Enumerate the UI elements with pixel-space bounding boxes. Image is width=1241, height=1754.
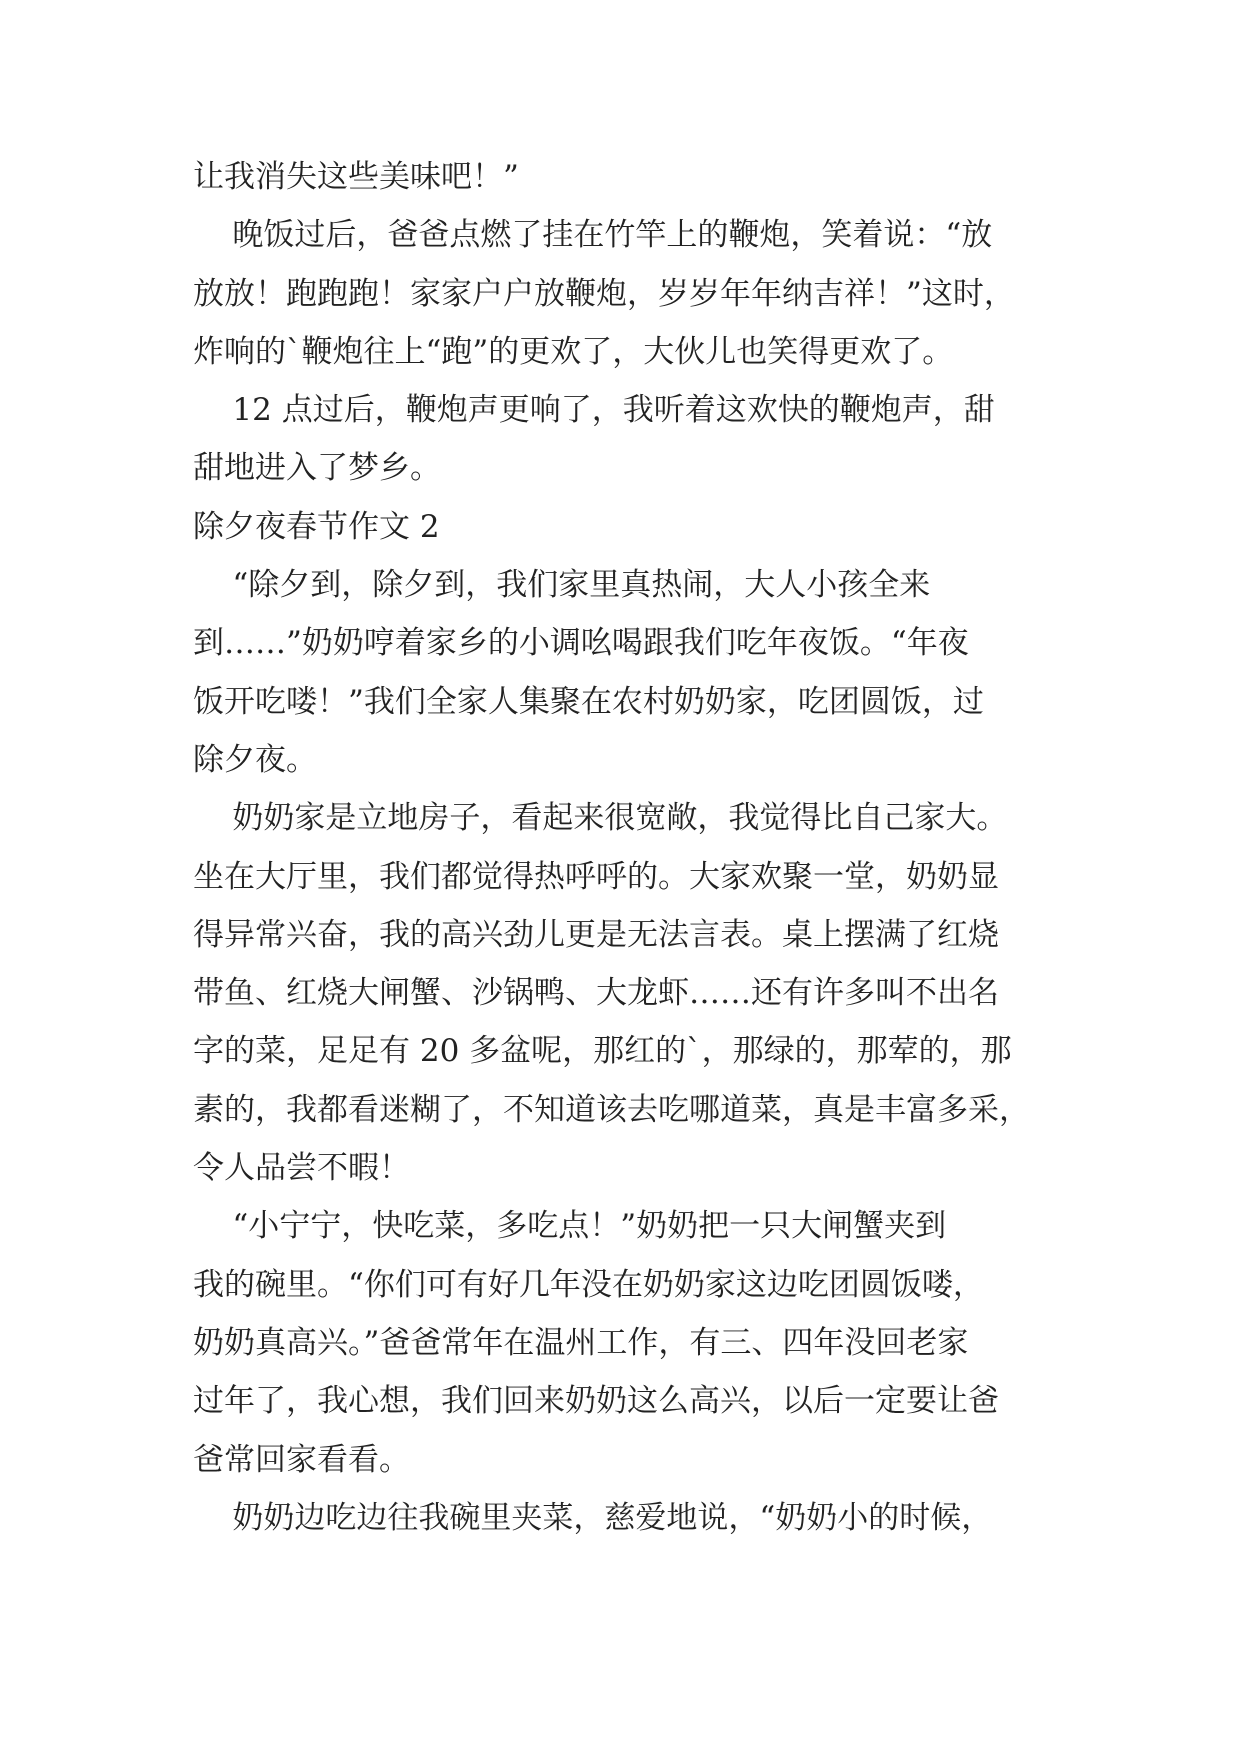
text-line: 爸常回家看看。 [193, 1441, 410, 1478]
text-line: 我的碗里。“你们可有好几年没在奶奶家这边吃团圆饭喽， [193, 1266, 984, 1303]
text-line: 奶奶家是立地房子，看起来很宽敞，我觉得比自己家大。 [193, 800, 1008, 837]
text-line: 12 点过后，鞭炮声更响了，我听着这欢快的鞭炮声，甜 [193, 392, 995, 429]
text-line: “除夕到，除夕到，我们家里真热闹，大人小孩全来 [193, 567, 931, 604]
text-line: 过年了，我心想，我们回来奶奶这么高兴，以后一定要让爸 [193, 1383, 999, 1420]
text-line: 奶奶边吃边往我碗里夹菜，慈爱地说，“奶奶小的时候， [193, 1499, 993, 1536]
text-line: 带鱼、红烧大闸蟹、沙锅鸭、大龙虾……还有许多叫不出名 [193, 975, 999, 1012]
text-line: 让我消失这些美味吧！” [193, 159, 519, 195]
text-line: 除夕夜。 [193, 741, 317, 778]
text-line: 奶奶真高兴。”爸爸常年在温州工作，有三、四年没回老家 [193, 1324, 969, 1361]
text-line: 坐在大厅里，我们都觉得热呼呼的。大家欢聚一堂，奶奶显 [193, 858, 999, 895]
document-text [193, 148, 1063, 1547]
text-line: 放放！跑跑跑！家家户户放鞭炮，岁岁年年纳吉祥！”这时， [193, 275, 1015, 312]
text-line: 炸响的`鞭炮往上“跑”的更欢了，大伙儿也笑得更欢了。 [193, 333, 954, 370]
section-heading: 除夕夜春节作文 2 [193, 508, 440, 545]
text-line: 字的菜，足足有 20 多盆呢，那红的`，那绿的，那荤的，那 [193, 1033, 1012, 1070]
text-line: 饭开吃喽！”我们全家人集聚在农村奶奶家，吃团圆饭，过 [193, 683, 984, 720]
text-line: 令人品尝不暇！ [193, 1150, 410, 1187]
text-line: “小宁宁，快吃菜，多吃点！”奶奶把一只大闸蟹夹到 [193, 1208, 947, 1245]
text-line: 晚饭过后，爸爸点燃了挂在竹竿上的鞭炮，笑着说：“放 [193, 217, 993, 254]
text-line: 得异常兴奋，我的高兴劲儿更是无法言表。桌上摆满了红烧 [193, 916, 999, 953]
text-line: 素的，我都看迷糊了，不知道该去吃哪道菜，真是丰富多采， [193, 1091, 1030, 1128]
text-line: 到……”奶奶哼着家乡的小调吆喝跟我们吃年夜饭。“年夜 [193, 625, 969, 662]
text-line: 甜地进入了梦乡。 [193, 450, 441, 487]
